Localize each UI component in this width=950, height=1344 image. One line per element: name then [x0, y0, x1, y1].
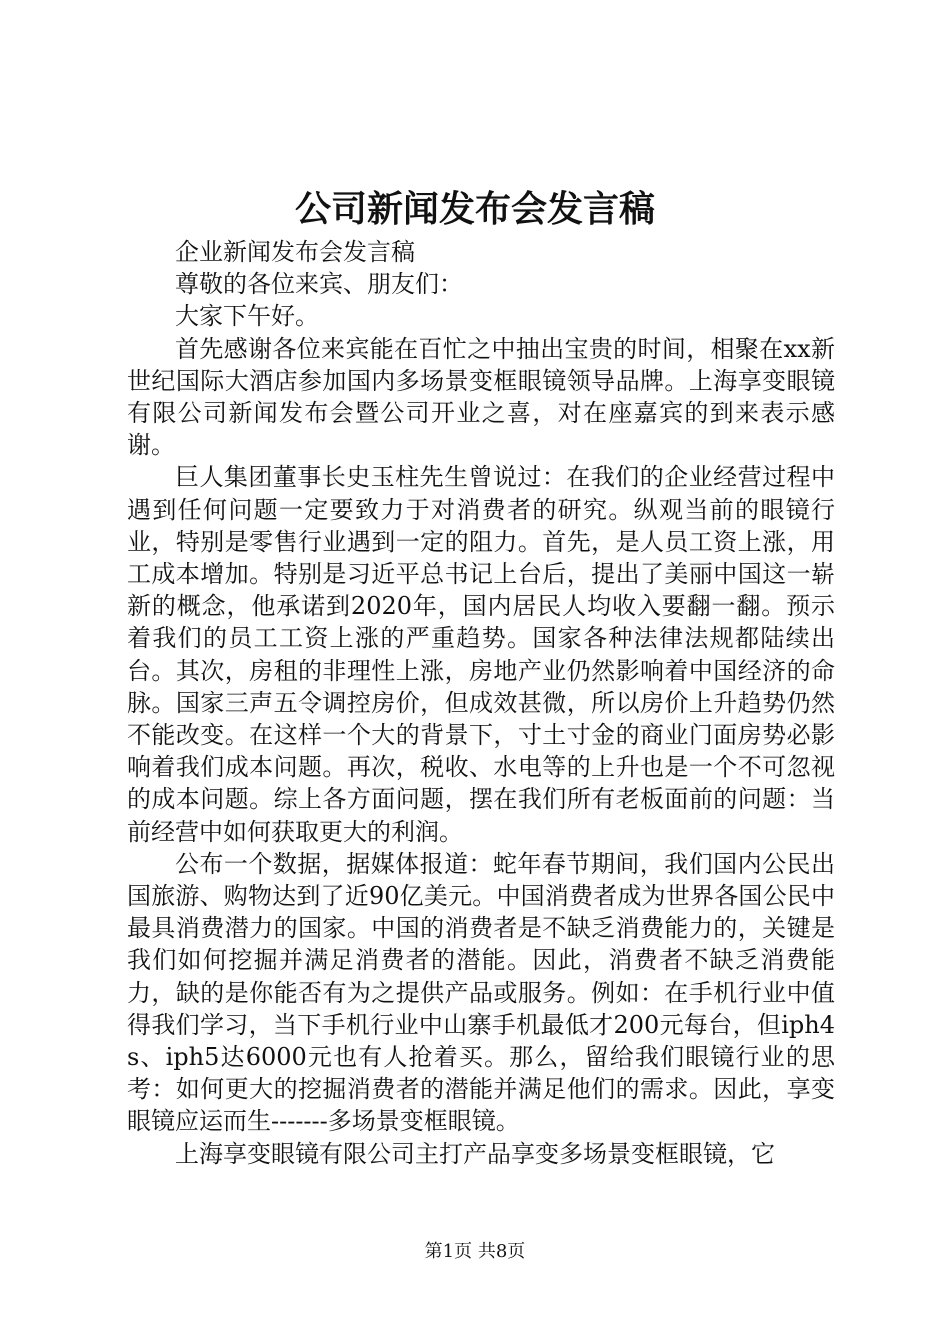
- page-number: 第1页 共8页: [424, 1241, 526, 1262]
- body-paragraph-data: 公布一个数据，据媒体报道：蛇年春节期间，我们国内公民出国旅游、购物达到了近90亿美元。中国消费者成为世界各国公民中最具消费潜力的国家。中国的消费者是不缺乏消费能力的，关键是我们如何挖掘并满足消费者的潜能。因此，消费者不缺乏消费能力，缺的是你能否有为之提供产品或服务。例如：在手机行业中值得我们学习，当下手机行业中山寨手机最低才200元每台，但iph4s、iph5达6000元也有人抢着买。那么，留给我们眼镜行业的思考：如何更大的挖掘消费者的潜能并满足他们的需求。因此，享变眼镜应运而生-------多场景变框眼镜。: [127, 849, 835, 1136]
- document-body: [127, 236, 835, 1170]
- body-paragraph-industry: 巨人集团董事长史玉柱先生曾说过：在我们的企业经营过程中遇到任何问题一定要致力于对消费者的研究。纵观当前的眼镜行业，特别是零售行业遇到一定的阻力。首先，是人员工资上涨，用工成本增加。特别是习近平总书记上台后，提出了美丽中国这一崭新的概念，他承诺到2020年，国内居民人均收入要翻一翻。预示着我们的员工工资上涨的严重趋势。国家各种法律法规都陆续出台。其次，房租的非理性上涨，房地产业仍然影响着中国经济的命脉。国家三声五令调控房价，但成效甚微，所以房价上升趋势仍然不能改变。在这样一个大的背景下，寸土寸金的商业门面房势必影响着我们成本问题。再次，税收、水电等的上升也是一个不可忽视的成本问题。综上各方面问题，摆在我们所有老板面前的问题：当前经营中如何获取更大的利润。: [127, 463, 835, 846]
- salutation-opening: 大家下午好。: [175, 302, 319, 331]
- document-title: 公司新闻发布会发言稿: [294, 188, 655, 230]
- body-paragraph-thanks: 首先感谢各位来宾能在百忙之中抽出宝贵的时间，相聚在xx新世纪国际大酒店参加国内多场景变框眼镜领导品牌。上海享变眼镜有限公司新闻发布会暨公司开业之喜，对在座嘉宾的到来表示感谢。: [127, 334, 835, 460]
- body-paragraph-product: 上海享变眼镜有限公司主打产品享变多场景变框眼镜，它: [175, 1139, 775, 1168]
- salutation-greeting: 尊敬的各位来宾、朋友们：: [175, 270, 463, 299]
- salutation-heading: 企业新闻发布会发言稿: [175, 238, 415, 266]
